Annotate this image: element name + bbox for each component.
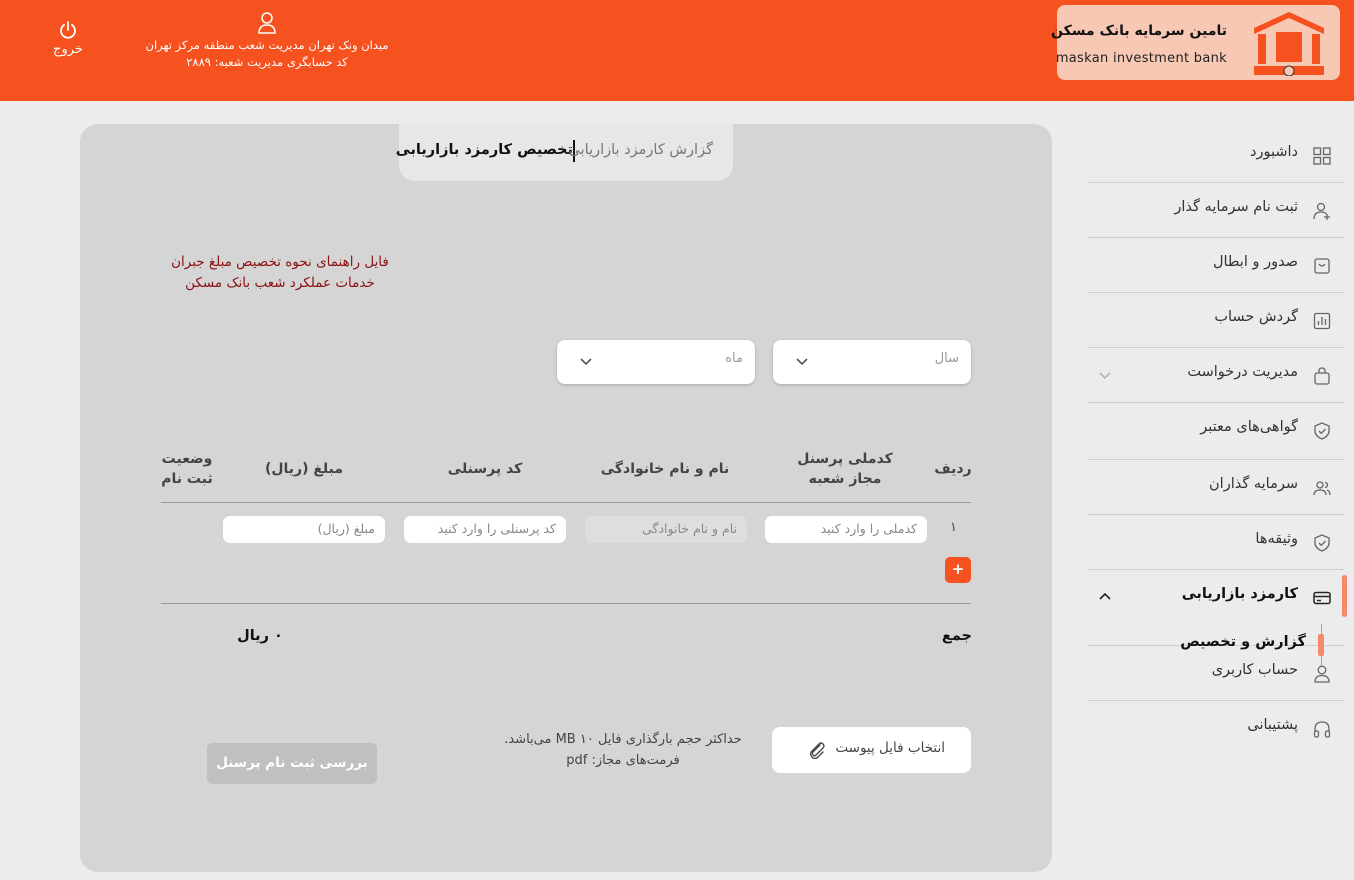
chevron-down-icon [795, 354, 809, 368]
attach-file-button[interactable] [772, 727, 971, 773]
header-national-id-line1: کدملی پرسنل [797, 451, 893, 467]
add-row-button[interactable]: + [945, 557, 971, 583]
national-id-placeholder: کدملی را وارد کنید [820, 521, 917, 536]
sidebar-item-issue-cancel[interactable] [1088, 238, 1344, 293]
header-national-id-line2: مجاز شعبه [808, 471, 882, 487]
sidebar-item-valid-certificates[interactable] [1088, 403, 1344, 460]
headphones-icon [1313, 720, 1331, 738]
header-registration-status [152, 449, 222, 489]
sum-label: جمع [941, 628, 972, 644]
full-name-input [585, 516, 747, 543]
sidebar-item-request-management[interactable] [1088, 348, 1344, 403]
attach-file-label: انتخاب فایل پیوست [835, 740, 945, 756]
review-registration-button[interactable]: بررسی ثبت نام پرسنل [207, 743, 377, 784]
sidebar-item-label: صدور و ابطال [1212, 254, 1298, 270]
tab-bar [395, 124, 733, 181]
personnel-code-placeholder: کد پرسنلی را وارد کنید [437, 521, 556, 536]
users-icon [1313, 479, 1331, 497]
user-plus-icon [1313, 202, 1331, 220]
user-info [140, 12, 394, 71]
house-logo-icon [1252, 10, 1326, 76]
shield-check-icon [1313, 422, 1331, 440]
bank-name-en: maskan investment bank [1055, 51, 1227, 66]
header-status-line2: ثبت نام [161, 471, 213, 487]
user-icon [257, 12, 277, 34]
sidebar-item-dashboard[interactable] [1088, 128, 1344, 183]
guide-link-line1: فایل راهنمای نحوه تخصیص مبلغ جبران [171, 254, 389, 270]
paperclip-icon [808, 741, 826, 759]
sidebar-item-support[interactable] [1088, 701, 1344, 756]
header-national-id [780, 449, 910, 489]
sum-value: ۰ ریال [237, 628, 283, 644]
amount-input[interactable] [223, 516, 385, 543]
header-full-name: نام و نام خانوادگی [600, 461, 730, 477]
submenu-active-indicator [1318, 634, 1324, 656]
header-status-line1: وضعیت [161, 451, 213, 467]
table-footer-divider [161, 603, 971, 604]
sidebar-item-label: داشبورد [1250, 144, 1298, 160]
month-select[interactable] [557, 340, 755, 384]
sidebar-active-indicator [1342, 575, 1347, 617]
personnel-code-input[interactable] [404, 516, 566, 543]
amount-placeholder: مبلغ (ریال) [317, 521, 375, 536]
guide-file-link[interactable] [150, 252, 410, 294]
sidebar-item-label: وثیقه‌ها [1255, 531, 1298, 547]
bank-logo[interactable] [1050, 5, 1340, 80]
logout-button[interactable] [44, 20, 92, 57]
user-branch-code: کد حسابگری مدیریت شعبه: ۲۸۸۹ [186, 55, 348, 69]
year-select[interactable] [773, 340, 971, 384]
chevron-up-icon [1098, 590, 1112, 604]
grid-icon [1313, 147, 1331, 165]
sidebar-item-label: کارمزد بازاریابی [1181, 586, 1298, 602]
full-name-placeholder: نام و نام خانوادگی [642, 521, 737, 536]
sidebar-item-investor-register[interactable] [1088, 183, 1344, 238]
attach-note-line2: فرمت‌های مجاز: pdf [566, 753, 680, 768]
sidebar-item-label: حساب کاربری [1211, 662, 1298, 678]
year-placeholder: سال [934, 351, 959, 366]
month-placeholder: ماه [725, 351, 743, 366]
power-icon [58, 20, 78, 40]
row-number: ۱ [950, 520, 957, 535]
sidebar-item-marketing-fee[interactable] [1088, 570, 1344, 625]
logout-label: خروج [53, 42, 83, 57]
bank-name-fa: تامین سرمایه بانک مسکن [1050, 23, 1227, 39]
guide-link-line2: خدمات عملکرد شعب بانک مسکن [185, 275, 375, 291]
sidebar-subitem-report-allocation[interactable] [1180, 628, 1330, 668]
sidebar-subitem-label: گزارش و تخصیص [1180, 634, 1306, 650]
bag-icon [1313, 367, 1331, 385]
tab-fee-allocation[interactable]: تخصیص کارمزد بازاریابی [395, 142, 573, 158]
chart-icon [1313, 312, 1331, 330]
user-branch: میدان ونک تهران مدیریت شعب منطقه مرکز تهران [145, 38, 389, 52]
shield-check-icon [1313, 534, 1331, 552]
chevron-down-icon [579, 354, 593, 368]
tab-fee-report[interactable]: گزارش کارمزد بازاریابی [568, 142, 713, 158]
national-id-input[interactable] [765, 516, 927, 543]
chevron-down-icon [1098, 368, 1112, 382]
header-amount: مبلغ (ریال) [264, 461, 344, 477]
top-header [0, 0, 1354, 101]
attach-file-note [500, 729, 746, 771]
sidebar-item-label: ثبت نام سرمایه گذار [1174, 199, 1298, 215]
sidebar-item-collaterals[interactable] [1088, 515, 1344, 570]
sidebar-item-label: پشتیبانی [1247, 717, 1298, 733]
sidebar-item-label: گردش حساب [1214, 309, 1298, 325]
sidebar-item-account-statement[interactable] [1088, 293, 1344, 348]
box-icon [1313, 257, 1331, 275]
header-row-number: ردیف [934, 461, 972, 477]
sidebar-item-label: مدیریت درخواست [1187, 364, 1298, 380]
header-personnel-code: کد پرسنلی [447, 461, 523, 477]
table-header-divider [161, 502, 971, 503]
attach-note-line1: حداکثر حجم بارگذاری فایل ۱۰ MB می‌باشد. [504, 732, 742, 747]
sidebar-item-investors[interactable] [1088, 460, 1344, 515]
sidebar-item-label: گواهی‌های معتبر [1200, 419, 1298, 435]
sidebar-item-label: سرمایه گذاران [1209, 476, 1298, 492]
card-icon [1313, 589, 1331, 607]
